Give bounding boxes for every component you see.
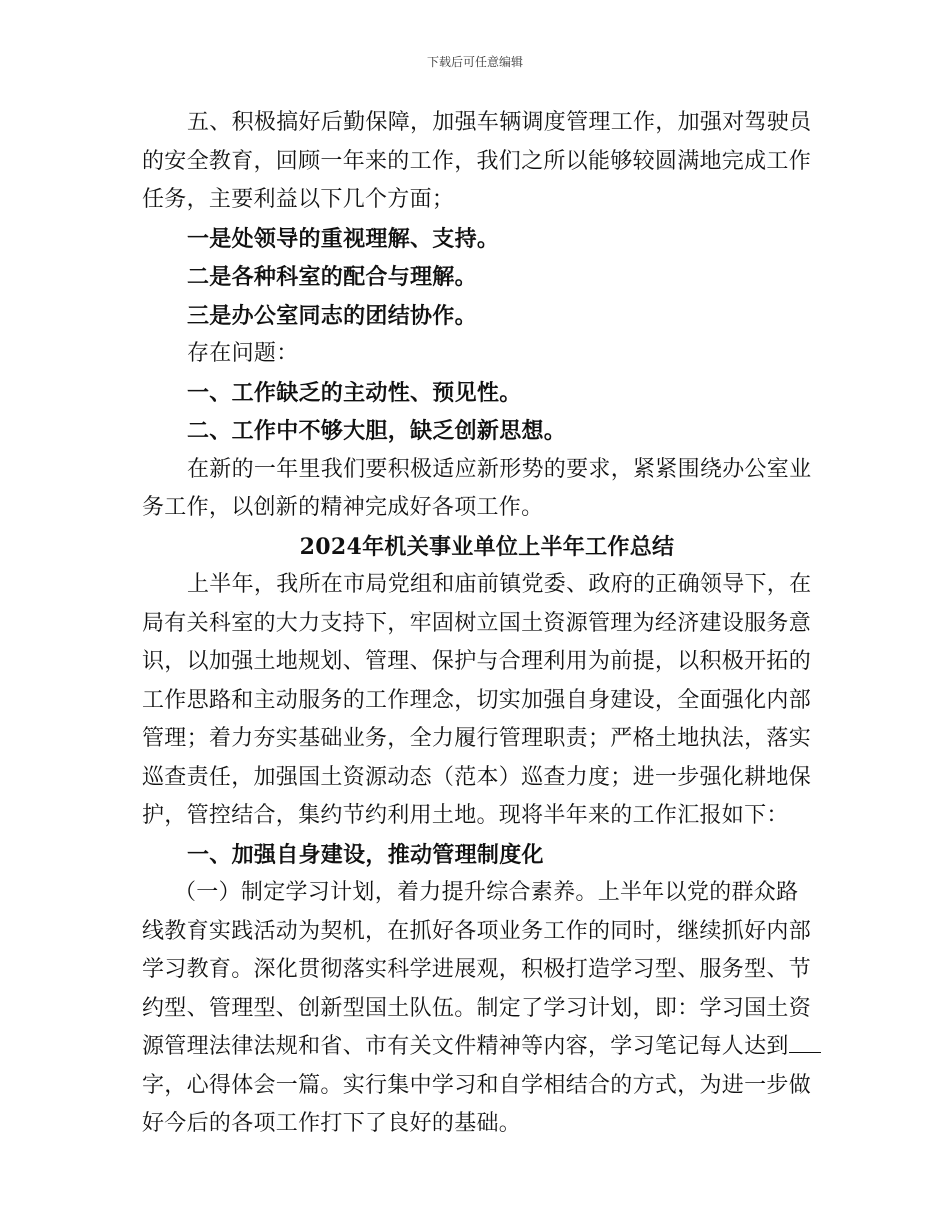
paragraph-line: 巡查责任，加强国土资源动态（范本）巡查力度；进一步强化耕地保 <box>142 764 812 790</box>
problem-line: 一、工作缺乏的主动性、预见性。 <box>187 379 522 406</box>
paragraph-line: 字，心得体会一篇。实行集中学习和自学相结合的方式，为进一步做 <box>142 1072 812 1098</box>
paragraph-line: 约型、管理型、创新型国土队伍。制定了学习计划，即：学习国土资 <box>142 995 812 1021</box>
section-heading: 一、加强自身建设，推动管理制度化 <box>187 841 544 868</box>
page-header: 下载后可任意编辑 <box>426 55 523 69</box>
paragraph-line: 在新的一年里我们要积极适应新形势的要求，紧紧围绕办公室业 <box>187 456 812 482</box>
point-line: 一是处领导的重视理解、支持。 <box>187 225 500 252</box>
document-title: 2024年机关事业单位上半年工作总结 <box>299 533 675 560</box>
paragraph-line: 上半年，我所在市局党组和庙前镇党委、政府的正确领导下，在 <box>187 572 812 597</box>
paragraph-line: 局有关科室的大力支持下，牢固树立国土资源管理为经济建设服务意 <box>142 610 812 636</box>
document-body <box>142 104 812 1144</box>
paragraph-line: 务工作，以创新的精神完成好各项工作。 <box>142 495 544 520</box>
paragraph-line <box>142 1028 812 1067</box>
paragraph-line: 学习教育。深化贯彻落实科学进展观，积极打造学习型、服务型、节 <box>142 957 812 982</box>
paragraph-line: 五、积极搞好后勤保障，加强车辆调度管理工作，加强对驾驶员 <box>187 110 812 135</box>
paragraph-line: 工作思路和主动服务的工作理念，切实加强自身建设，全面强化内部 <box>142 687 812 713</box>
paragraph-text: 源管理法律法规和省、市有关文件精神等内容，学习笔记每人达到 <box>142 1034 789 1059</box>
paragraph-line: 任务，主要利益以下几个方面； <box>142 187 455 212</box>
problem-line: 二、工作中不够大胆，缺乏创新思想。 <box>187 418 567 444</box>
paragraph-line: 的安全教育，回顾一年来的工作，我们之所以能够较圆满地完成工作 <box>142 148 812 174</box>
paragraph-line: 识，以加强土地规划、管理、保护与合理利用为前提，以积极开拓的 <box>142 649 812 674</box>
paragraph-line: 好今后的各项工作打下了良好的基础。 <box>142 1111 522 1136</box>
paragraph-line: （一）制定学习计划，着力提升综合素养。上半年以党的群众路 <box>174 880 799 905</box>
point-line: 三是办公室同志的团结协作。 <box>187 302 477 329</box>
paragraph-line: 线教育实践活动为契机，在抓好各项业务工作的同时，继续抓好内部 <box>142 918 812 944</box>
paragraph-line: 护，管控结合，集约节约利用土地。现将半年来的工作汇报如下： <box>142 803 789 828</box>
point-line: 二是各种科室的配合与理解。 <box>187 264 477 290</box>
section-label: 存在问题： <box>187 341 299 366</box>
paragraph-line: 管理；着力夯实基础业务，全力履行管理职责；严格土地执法，落实 <box>142 726 812 751</box>
fill-in-blank <box>789 1034 821 1053</box>
